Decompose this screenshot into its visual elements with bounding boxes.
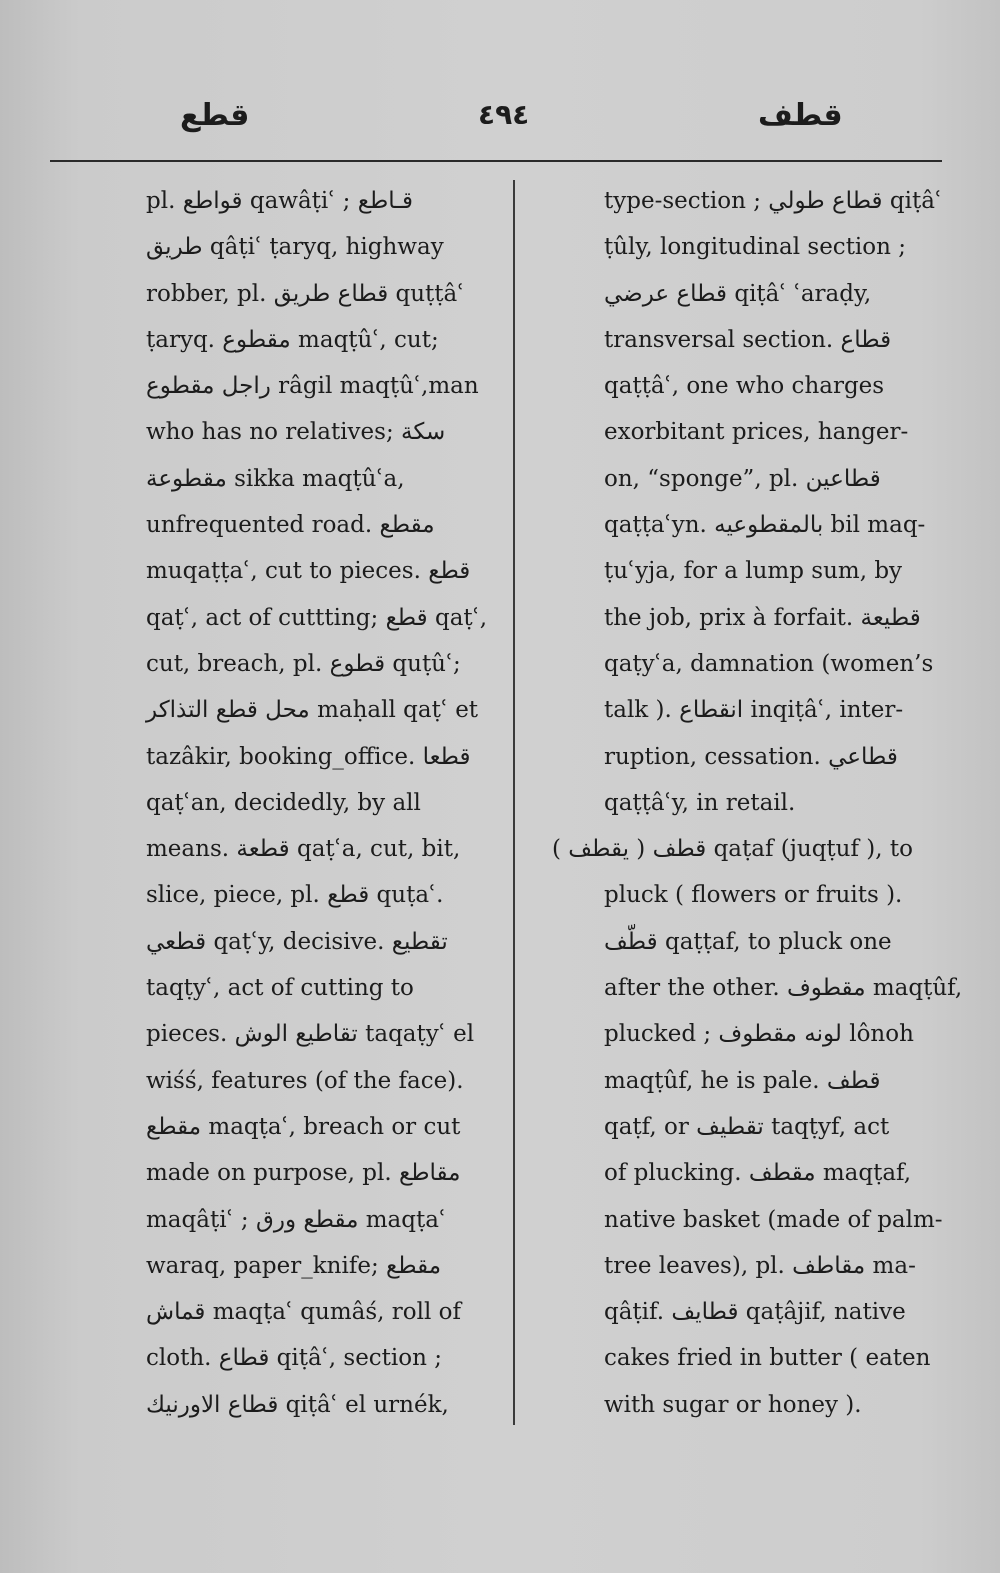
- text-line: type-section ; قطاع طولي qiṭâʿ: [604, 188, 942, 214]
- column-divider: [513, 180, 515, 1425]
- text-line: who has no relatives; سكة: [146, 419, 446, 446]
- text-line: qaṭf, or تقطيف taqṭyf, act: [604, 1113, 890, 1140]
- text-line: unfrequented road. مقطع: [146, 512, 435, 539]
- text-line: talk ). انقطاع inqiṭâʿ, inter-: [604, 697, 904, 724]
- text-line: pieces. تقاطيع الوش taqaṭyʿ el: [146, 1021, 475, 1048]
- text-line: راجل مقطوع râgil maqṭûʿ,man: [146, 373, 479, 400]
- text-line: muqaṭṭaʿ, cut to pieces. قطع: [146, 558, 471, 585]
- right-column: [552, 178, 964, 1428]
- text-line: tazâkir, booking_office. قطعا: [146, 743, 471, 770]
- text-line: wiśś, features (of the face).: [146, 1067, 464, 1094]
- text-line: qaṭyʿa, damnation (women’s: [604, 650, 934, 677]
- text-line: plucked ; لونه مقطوف lônoh: [604, 1021, 914, 1048]
- text-line: pl. قواطع qawâṭiʿ ; قـاطع: [146, 188, 414, 214]
- text-line: ṭaryq. مقطوع maqṭûʿ, cut;: [146, 326, 439, 353]
- text-line: slice, piece, pl. قطع quṭaʿ.: [146, 882, 444, 909]
- text-line: made on purpose, pl. مقاطع: [146, 1160, 461, 1187]
- text-line: قطعي qaṭʿy, decisive. تقطيع: [146, 928, 448, 955]
- left-column: [146, 178, 506, 1428]
- text-line: after the other. مقطوف maqṭûf,: [604, 975, 963, 1002]
- text-line: transversal section. قطاع: [604, 326, 892, 353]
- text-line: waraq, paper_knife; مقطع: [146, 1252, 442, 1279]
- text-line: قطّف qaṭṭaf, to pluck one: [604, 928, 892, 955]
- text-line: the job, prix à forfait. قطيعة: [604, 604, 921, 631]
- text-line: قماش maqṭaʿ qumâś, roll of: [146, 1299, 461, 1326]
- text-line: cakes fried in butter ( eaten: [604, 1345, 931, 1372]
- text-line: قطف ( يقطف ) qaṭaf (juqṭuf ), to: [552, 836, 913, 863]
- text-line: qaṭṭâʿ, one who charges: [604, 373, 885, 400]
- text-line: robber, pl. قطاع طريق quṭṭâʿ: [146, 280, 465, 307]
- text-line: قطاع الاورنيك qiṭâʿ el urnék,: [146, 1391, 449, 1418]
- text-line: ṭuʿyja, for a lump sum, by: [604, 558, 903, 585]
- text-line: مقطع maqṭaʿ, breach or cut: [146, 1113, 461, 1140]
- text-line: tree leaves), pl. مقاطف ma-: [604, 1252, 916, 1279]
- text-line: cloth. قطاع qiṭâʿ, section ;: [146, 1345, 443, 1372]
- text-line: طريق qâṭiʿ ṭaryq, highway: [146, 234, 444, 261]
- text-line: qaṭʿ, act of cuttting; قطع qaṭʿ,: [146, 604, 488, 631]
- page-number: ٤٩٤: [478, 98, 530, 131]
- text-line: قطاع عرضي qiṭâʿ ʿaraḍy,: [604, 280, 872, 307]
- text-line: مقطوعة sikka maqṭûʿa,: [146, 465, 405, 492]
- text-line: qaṭʿan, decidedly, by all: [146, 789, 421, 816]
- page-header: [0, 98, 1000, 148]
- text-line: means. قطعة qaṭʿa, cut, bit,: [146, 836, 461, 863]
- text-line: pluck ( flowers or fruits ).: [604, 882, 903, 909]
- header-rule: [50, 160, 942, 162]
- text-line: qaṭṭâʿy, in retail.: [604, 789, 796, 816]
- text-line: taqṭyʿ, act of cutting to: [146, 975, 414, 1002]
- text-line: qâṭif. قطايف qaṭâjif, native: [604, 1299, 906, 1326]
- text-line: cut, breach, pl. قطوع quṭûʿ;: [146, 650, 461, 677]
- text-line: maqṭûf, he is pale. قطف: [604, 1067, 881, 1094]
- text-line: native basket (made of palm-: [604, 1206, 943, 1233]
- text-line: qaṭṭaʿyn. بالمقطوعيه bil maq-: [604, 512, 926, 539]
- header-right-word: قطف: [758, 98, 843, 133]
- text-line: ṭûly, longitudinal section ;: [604, 234, 907, 261]
- text-line: exorbitant prices, hanger-: [604, 419, 909, 446]
- text-line: on, “sponge”, pl. قطاعين: [604, 465, 881, 492]
- text-line: maqâṭiʿ ; مقطع ورق maqṭaʿ: [146, 1206, 447, 1233]
- text-line: of plucking. مقطف maqṭaf,: [604, 1160, 912, 1187]
- header-left-word: قطع: [180, 98, 250, 133]
- text-line: ruption, cessation. قطاعي: [604, 743, 898, 770]
- text-line: with sugar or honey ).: [604, 1391, 862, 1418]
- text-line: محل قطع التذاكر maḥall qaṭʿ et: [146, 697, 479, 724]
